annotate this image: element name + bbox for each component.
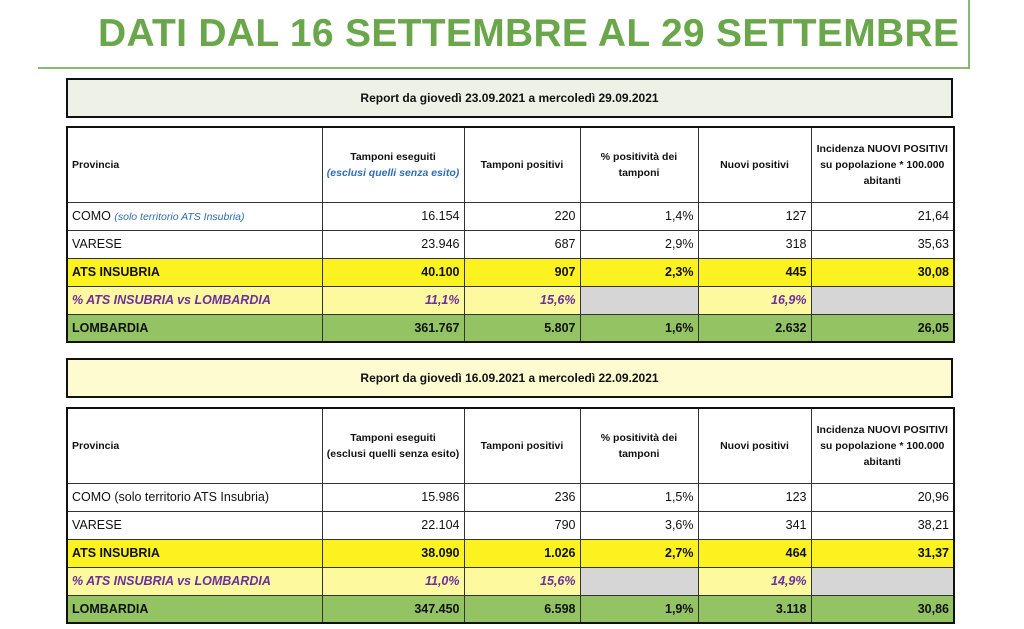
table-row-ats-insubria — [67, 258, 954, 286]
col-header-incidenza: Incidenza NUOVI POSITIVI su popolazione * 100.000 abitanti — [811, 127, 954, 202]
cell-incidenza: 26,05 — [811, 314, 954, 342]
col-header-provincia: Provincia — [67, 408, 322, 483]
row-label — [67, 202, 322, 230]
table-row-varese — [67, 511, 954, 539]
cell-tamponi-eseguiti: 22.104 — [322, 511, 464, 539]
cell-perc-positivita-empty — [580, 567, 698, 595]
row-label: % ATS INSUBRIA vs LOMBARDIA — [67, 567, 322, 595]
cell-perc-positivita: 1,4% — [580, 202, 698, 230]
slide-title: DATI DAL 16 SETTEMBRE AL 29 SETTEMBRE — [98, 12, 960, 55]
col-header-incidenza: Incidenza NUOVI POSITIVI su popolazione * 100.000 abitanti — [811, 408, 954, 483]
row-label: % ATS INSUBRIA vs LOMBARDIA — [67, 286, 322, 314]
table-row-como — [67, 202, 954, 230]
row-label: VARESE — [67, 230, 322, 258]
cell-perc-positivita: 2,3% — [580, 258, 698, 286]
cell-perc-positivita: 1,5% — [580, 483, 698, 511]
table-header-row — [67, 127, 954, 202]
cell-tamponi-eseguiti: 40.100 — [322, 258, 464, 286]
col-header-perc-positivita: % positività dei tamponi — [580, 408, 698, 483]
cell-nuovi-positivi: 341 — [698, 511, 811, 539]
cell-nuovi-positivi: 464 — [698, 539, 811, 567]
col-header-tamponi-eseguiti-label: Tamponi eseguiti — [350, 150, 436, 163]
cell-nuovi-positivi: 318 — [698, 230, 811, 258]
cell-tamponi-positivi: 236 — [464, 483, 580, 511]
col-header-nuovi-positivi: Nuovi positivi — [698, 127, 811, 202]
report-heading-1: Report da giovedì 23.09.2021 a mercoledì 29.09.2021 — [66, 78, 953, 118]
table-row-perc-ats-vs-lombardia — [67, 567, 954, 595]
cell-incidenza: 38,21 — [811, 511, 954, 539]
table-row-perc-ats-vs-lombardia — [67, 286, 954, 314]
cell-perc-positivita: 1,9% — [580, 595, 698, 623]
col-header-tamponi-eseguiti — [322, 127, 464, 202]
cell-perc-positivita-empty — [580, 286, 698, 314]
row-label: ATS INSUBRIA — [67, 258, 322, 286]
cell-incidenza-empty — [811, 286, 954, 314]
cell-tamponi-eseguiti: 11,0% — [322, 567, 464, 595]
table-row-ats-insubria — [67, 539, 954, 567]
cell-tamponi-positivi: 220 — [464, 202, 580, 230]
cell-nuovi-positivi: 127 — [698, 202, 811, 230]
col-header-perc-positivita: % positività dei tamponi — [580, 127, 698, 202]
col-header-tamponi-eseguiti-note: (esclusi quelli senza esito) — [326, 447, 460, 460]
cell-incidenza: 20,96 — [811, 483, 954, 511]
cell-incidenza: 30,86 — [811, 595, 954, 623]
row-label: LOMBARDIA — [67, 595, 322, 623]
cell-incidenza-empty — [811, 567, 954, 595]
report-table-1 — [66, 126, 955, 343]
cell-tamponi-positivi: 1.026 — [464, 539, 580, 567]
cell-incidenza: 21,64 — [811, 202, 954, 230]
row-label: LOMBARDIA — [67, 314, 322, 342]
cell-nuovi-positivi: 16,9% — [698, 286, 811, 314]
col-header-provincia: Provincia — [67, 127, 322, 202]
col-header-nuovi-positivi: Nuovi positivi — [698, 408, 811, 483]
cell-tamponi-eseguiti: 38.090 — [322, 539, 464, 567]
col-header-tamponi-positivi: Tamponi positivi — [464, 127, 580, 202]
cell-perc-positivita: 3,6% — [580, 511, 698, 539]
cell-tamponi-positivi: 15,6% — [464, 567, 580, 595]
cell-perc-positivita: 1,6% — [580, 314, 698, 342]
col-header-tamponi-eseguiti-label: Tamponi eseguiti — [350, 431, 436, 444]
title-underline — [38, 67, 970, 69]
cell-incidenza: 30,08 — [811, 258, 954, 286]
cell-tamponi-eseguiti: 11,1% — [322, 286, 464, 314]
table-header-row — [67, 408, 954, 483]
table-row-lombardia — [67, 595, 954, 623]
cell-nuovi-positivi: 3.118 — [698, 595, 811, 623]
cell-incidenza: 31,37 — [811, 539, 954, 567]
cell-tamponi-positivi: 5.807 — [464, 314, 580, 342]
cell-nuovi-positivi: 445 — [698, 258, 811, 286]
col-header-tamponi-eseguiti — [322, 408, 464, 483]
row-label: VARESE — [67, 511, 322, 539]
report-heading-2: Report da giovedì 16.09.2021 a mercoledì 22.09.2021 — [66, 358, 953, 398]
cell-perc-positivita: 2,9% — [580, 230, 698, 258]
cell-tamponi-eseguiti: 347.450 — [322, 595, 464, 623]
cell-nuovi-positivi: 2.632 — [698, 314, 811, 342]
cell-tamponi-eseguiti: 23.946 — [322, 230, 464, 258]
table-row-varese — [67, 230, 954, 258]
cell-tamponi-positivi: 790 — [464, 511, 580, 539]
cell-tamponi-positivi: 6.598 — [464, 595, 580, 623]
report-table-2 — [66, 407, 955, 624]
row-label-text: COMO — [72, 209, 111, 223]
cell-tamponi-positivi: 687 — [464, 230, 580, 258]
row-label: ATS INSUBRIA — [67, 539, 322, 567]
cell-nuovi-positivi: 14,9% — [698, 567, 811, 595]
cell-tamponi-positivi: 907 — [464, 258, 580, 286]
row-label-note: (solo territorio ATS Insubria) — [114, 211, 245, 223]
col-header-tamponi-positivi: Tamponi positivi — [464, 408, 580, 483]
cell-tamponi-eseguiti: 16.154 — [322, 202, 464, 230]
col-header-tamponi-eseguiti-note: (esclusi quelli senza esito) — [326, 166, 460, 179]
cell-nuovi-positivi: 123 — [698, 483, 811, 511]
cell-tamponi-positivi: 15,6% — [464, 286, 580, 314]
title-side-rule — [968, 0, 970, 69]
table-row-como — [67, 483, 954, 511]
cell-perc-positivita: 2,7% — [580, 539, 698, 567]
cell-tamponi-eseguiti: 361.767 — [322, 314, 464, 342]
cell-tamponi-eseguiti: 15.986 — [322, 483, 464, 511]
cell-incidenza: 35,63 — [811, 230, 954, 258]
row-label: COMO (solo territorio ATS Insubria) — [67, 483, 322, 511]
table-row-lombardia — [67, 314, 954, 342]
